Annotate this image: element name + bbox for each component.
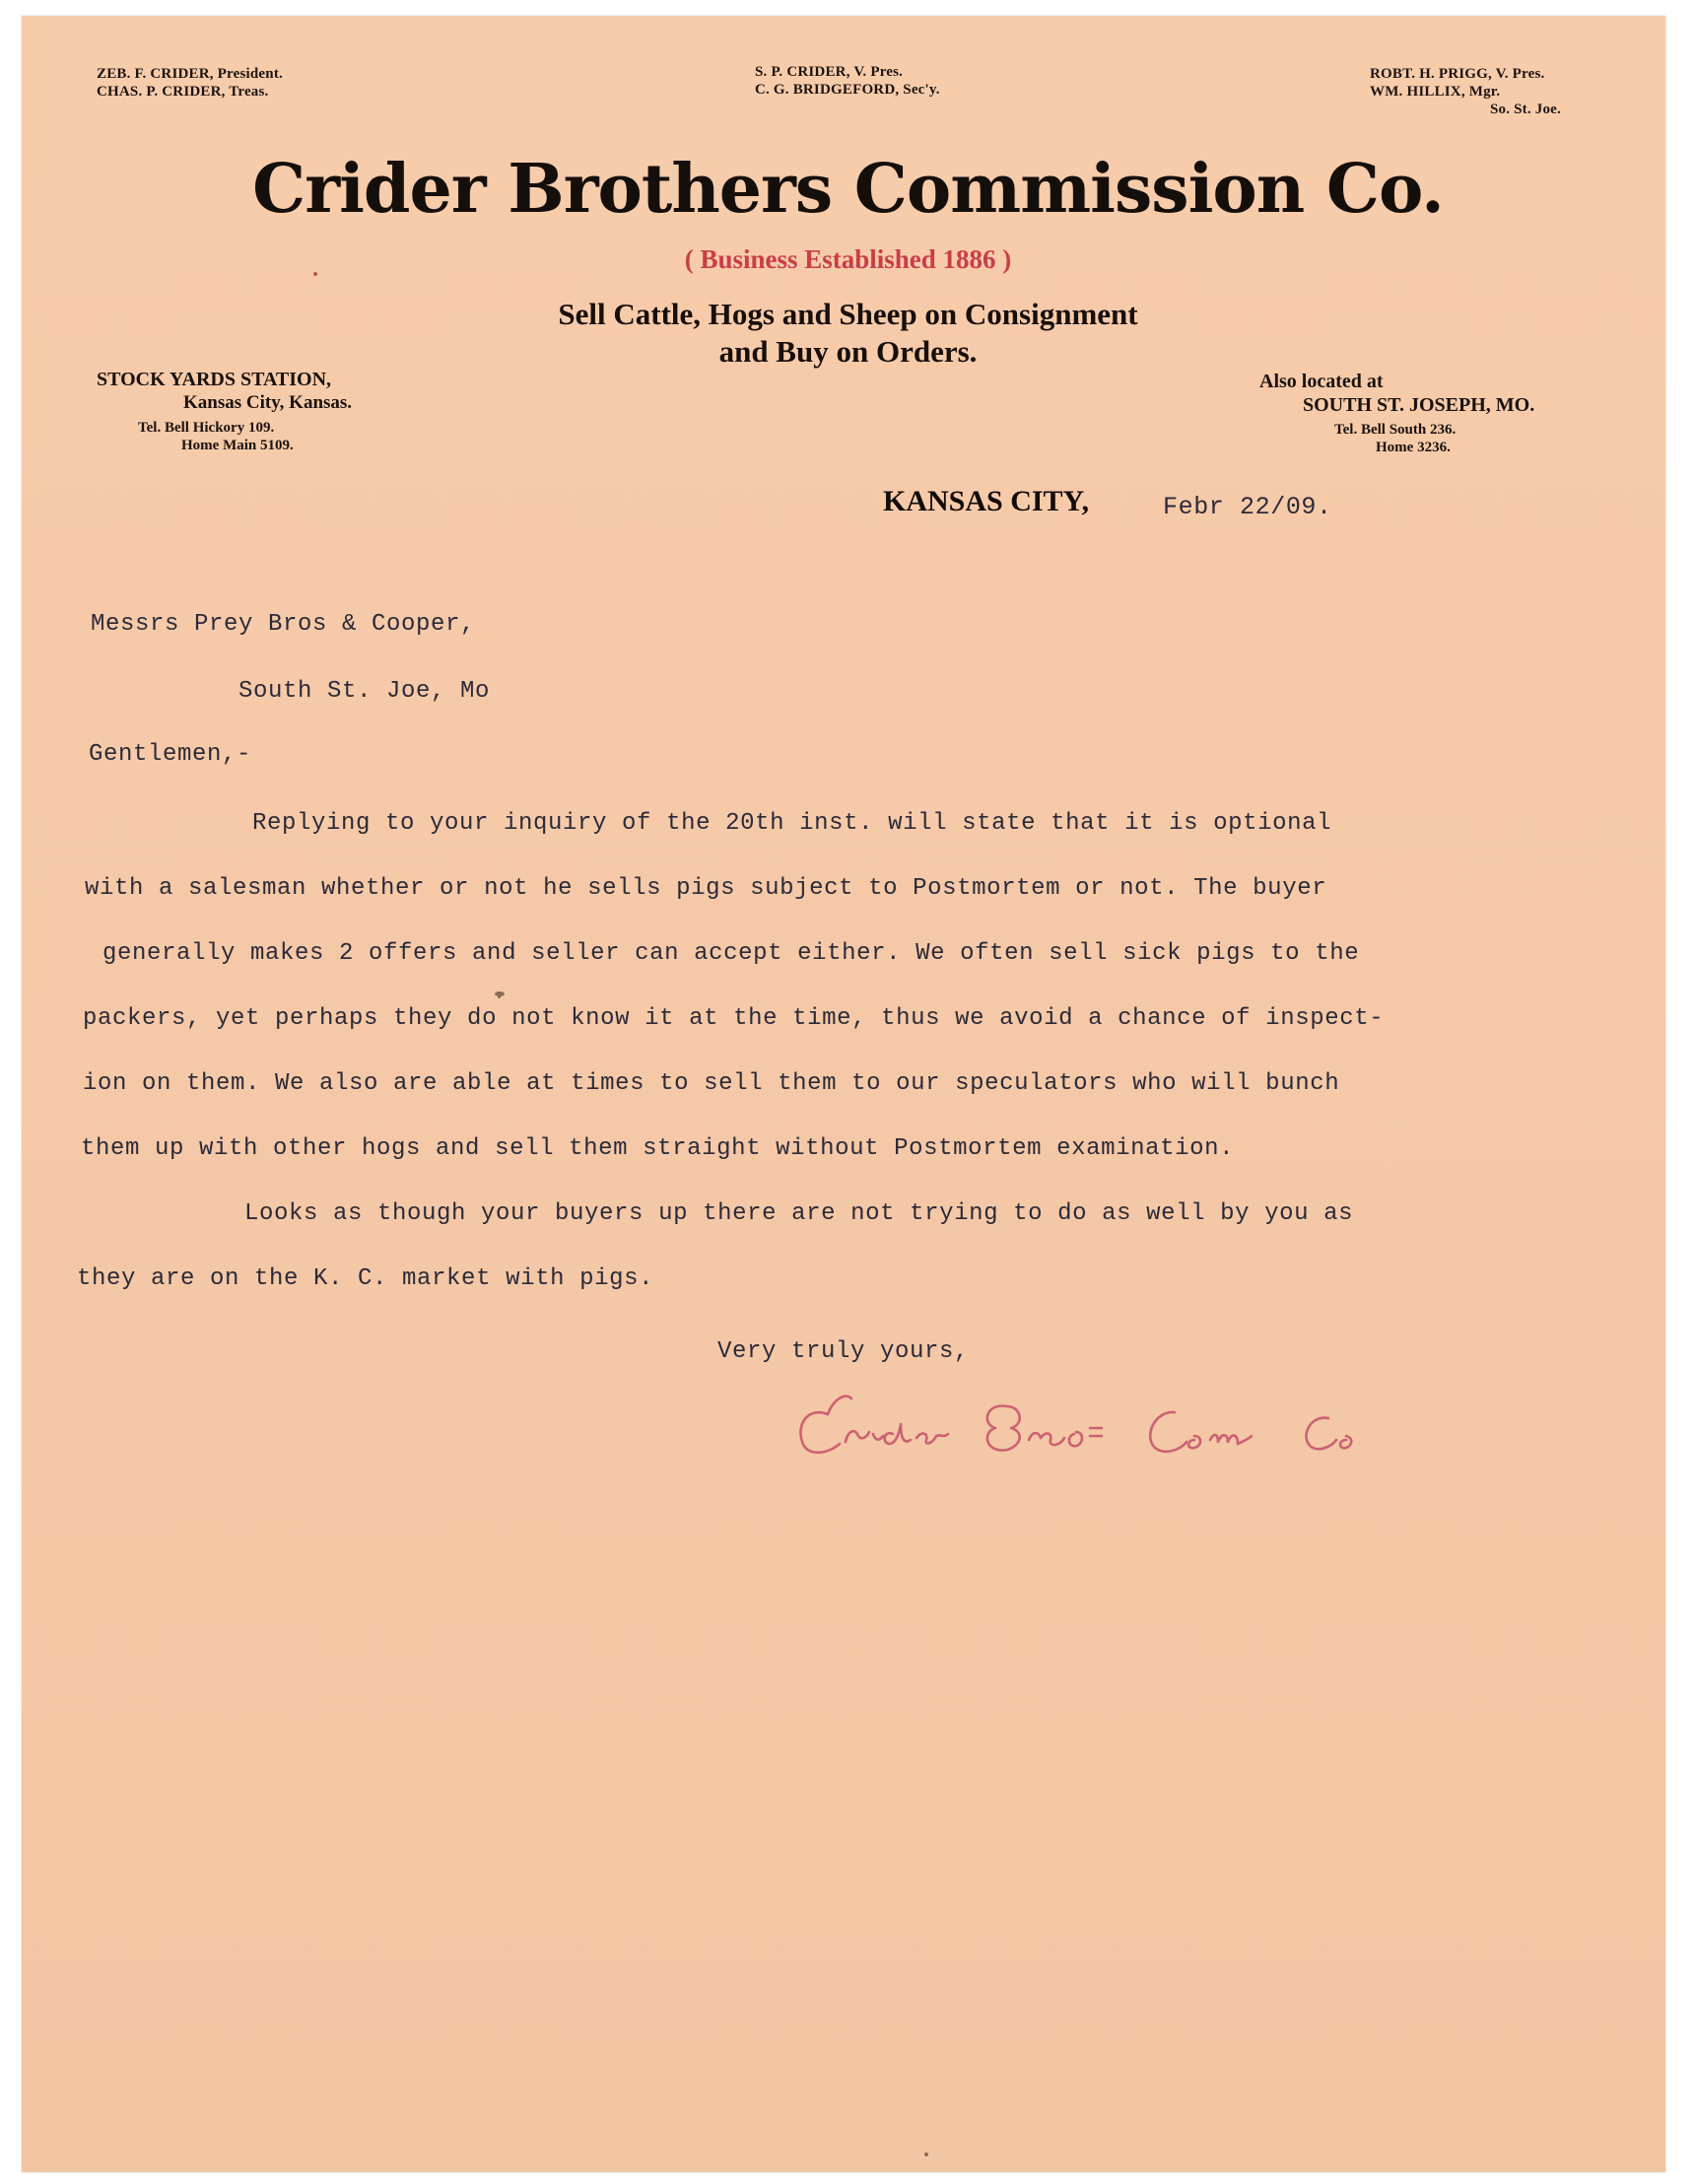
body-line: them up with other hogs and sell them straight without Postmortem examination.: [81, 1135, 1235, 1162]
handwritten-signature: [788, 1385, 1419, 1473]
location-left-tel1: Tel. Bell Hickory 109.: [138, 420, 275, 436]
officer-vice-president: S. P. CRIDER, V. Pres.: [755, 64, 904, 80]
recipient-name: Messrs Prey Bros & Cooper,: [91, 611, 476, 638]
officers-left: [97, 65, 283, 101]
services-tagline: [0, 296, 1696, 371]
recipient-address: South St. Joe, Mo: [238, 678, 491, 705]
services-line-1: Sell Cattle, Hogs and Sheep on Consignment: [558, 297, 1138, 331]
officer-secretary: C. G. BRIDGEFORD, Sec'y.: [755, 82, 940, 98]
established-note: ( Business Established 1886 ): [684, 244, 1012, 274]
location-right-also: Also located at: [1259, 371, 1384, 392]
officer-treasurer: CHAS. P. CRIDER, Treas.: [97, 84, 269, 100]
officer-vice-president-2: ROBT. H. PRIGG, V. Pres.: [1370, 66, 1545, 82]
officer-manager: WM. HILLIX, Mgr.: [1370, 84, 1501, 100]
body-line: with a salesman whether or not he sells pigs subject to Postmortem or not. The buyer: [85, 875, 1327, 902]
location-left-city: Kansas City, Kansas.: [183, 392, 353, 413]
body-line: packers, yet perhaps they do not know it at the time, thus we avoid a chance of inspect-: [83, 1005, 1385, 1032]
services-line-2: and Buy on Orders.: [718, 334, 978, 369]
salutation: Gentlemen,-: [89, 741, 252, 768]
location-left-station: STOCK YARDS STATION,: [97, 369, 332, 390]
dateline-city: KANSAS CITY,: [883, 485, 1089, 517]
paper-speck: [924, 2152, 928, 2156]
letter-date: Febr 22/09.: [1163, 493, 1332, 521]
officers-right: [1370, 65, 1561, 118]
location-right-tel1: Tel. Bell South 236.: [1334, 422, 1457, 438]
paper-speck: [313, 272, 317, 276]
company-name: Crider Brothers Commission Co.: [252, 150, 1444, 229]
closing: Very truly yours,: [717, 1338, 970, 1365]
location-right-city: SOUTH ST. JOSEPH, MO.: [1303, 394, 1535, 416]
officer-president: ZEB. F. CRIDER, President.: [97, 66, 283, 82]
body-line: generally makes 2 offers and seller can accept either. We often sell sick pigs to the: [102, 940, 1360, 967]
body-line: Replying to your inquiry of the 20th inst. will state that it is optional: [252, 810, 1332, 837]
body-line: Looks as though your buyers up there are not trying to do as well by you as: [244, 1200, 1354, 1227]
body-line: ion on them. We also are able at times to sell them to our speculators who will bunch: [83, 1070, 1340, 1097]
officers-center: [755, 63, 940, 99]
location-right-tel2: Home 3236.: [1376, 440, 1451, 455]
location-left-tel2: Home Main 5109.: [181, 438, 294, 453]
body-line: they are on the K. C. market with pigs.: [77, 1265, 654, 1292]
officer-manager-location: So. St. Joe.: [1490, 102, 1561, 117]
paper-speck: [495, 991, 505, 996]
